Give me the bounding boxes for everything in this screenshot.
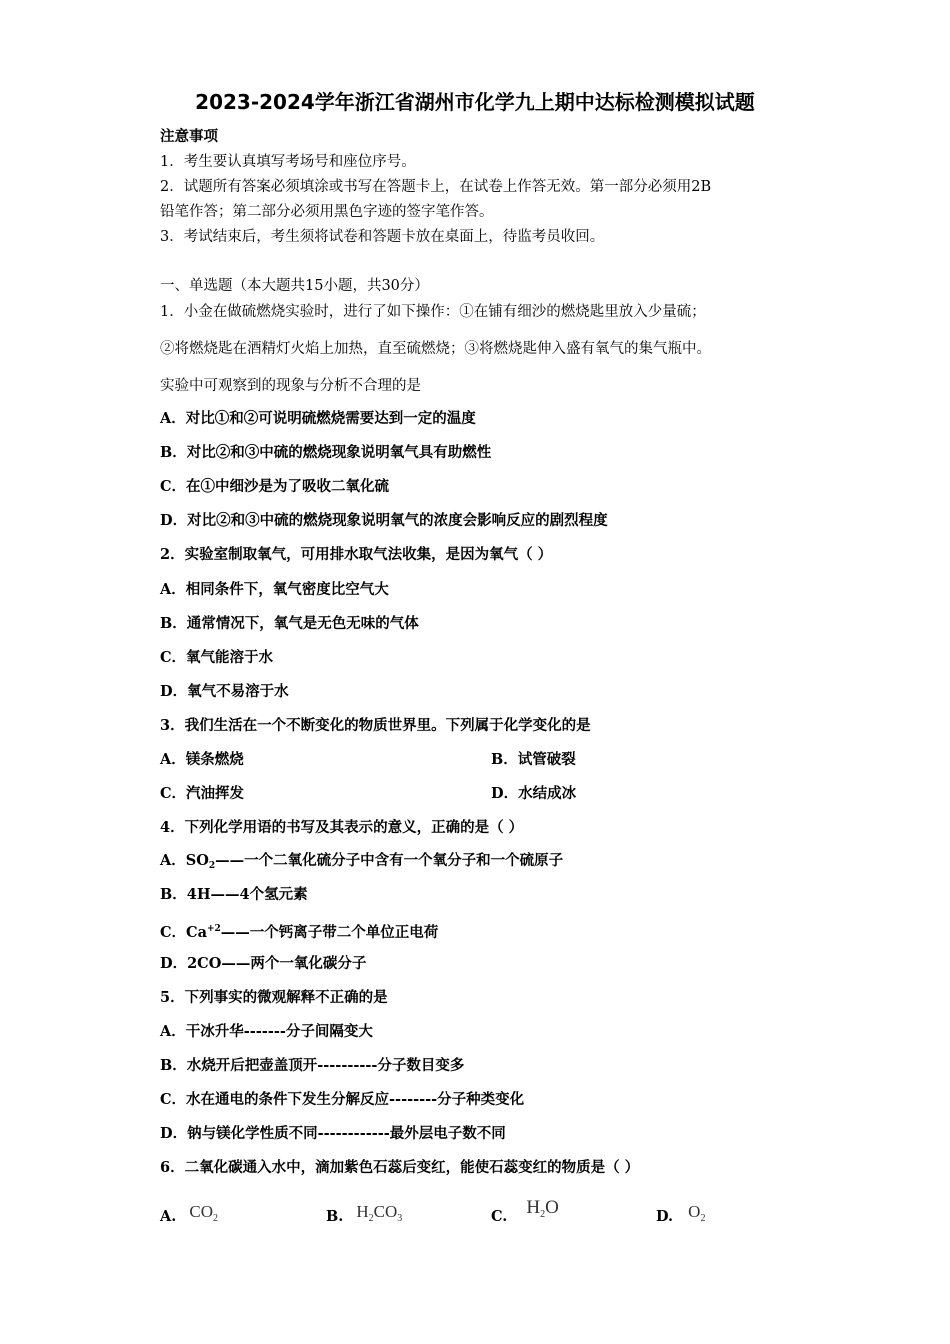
q6-option-d: D. $O_2$	[656, 1202, 706, 1225]
q1-option-b: B．对比②和③中硫的燃烧现象说明氧气具有助燃性	[160, 444, 492, 461]
q6-stem: 6．二氧化碳通入水中，滴加紫色石蕊后变红，能使石蕊变红的物质是（ ）	[160, 1159, 640, 1176]
q4-option-c: C．$Ca^{+2}——$一个钙离子带二个单位正电荷	[160, 924, 439, 941]
q6-option-a: A. $CO_2$	[160, 1202, 218, 1225]
q4-option-a: A．$SO_2——$一个二氧化硫分子中含有一个氧分子和一个硫原子	[160, 852, 564, 871]
q1-option-d: D．对比②和③中硫的燃烧现象说明氧气的浓度会影响反应的剧烈程度	[160, 512, 608, 529]
q2-option-a: A．相同条件下，氧气密度比空气大	[160, 581, 389, 598]
q5-stem: 5．下列事实的微观解释不正确的是	[160, 989, 388, 1006]
q3-option-d: D．水结成冰	[491, 785, 577, 802]
q2-stem: 2．实验室制取氧气，可用排水取气法收集，是因为氧气（ ）	[160, 546, 553, 563]
q3-option-a: A．镁条燃烧	[160, 751, 244, 768]
q1-option-a: A．对比①和②可说明硫燃烧需要达到一定的温度	[160, 410, 476, 427]
q3-option-b: B．试管破裂	[491, 751, 576, 768]
q3-stem: 3．我们生活在一个不断变化的物质世界里。下列属于化学变化的是	[160, 717, 591, 734]
page-title: 2023-2024学年浙江省湖州市化学九上期中达标检测模拟试题	[195, 90, 755, 114]
q6-option-b: B. $H_2CO_3$	[326, 1202, 403, 1225]
section-heading: 一、单选题（本大题共15小题，共30分）	[160, 278, 429, 294]
notice-item: 3．考试结束后，考生须将试卷和答题卡放在桌面上，待监考员收回。	[160, 229, 605, 245]
q2-option-d: D．氧气不易溶于水	[160, 683, 289, 700]
q1-stem: 实验中可观察到的现象与分析不合理的是	[160, 378, 421, 394]
q4-stem: 4．下列化学用语的书写及其表示的意义，正确的是（ ）	[160, 819, 524, 836]
q6-option-c: C. $H_2O$	[491, 1197, 559, 1225]
notice-heading: 注意事项	[160, 128, 218, 145]
q1-option-c: C．在①中细沙是为了吸收二氧化硫	[160, 478, 390, 495]
q5-option-b: B．水烧开后把壶盖顶开----------分子数目变多	[160, 1057, 465, 1074]
q1-stem: ②将燃烧匙在酒精灯火焰上加热，直至硫燃烧；③将燃烧匙伸入盛有氧气的集气瓶中。	[160, 341, 711, 357]
q5-option-a: A．干冰升华-------分子间隔变大	[160, 1023, 373, 1040]
q1-stem: 1．小金在做硫燃烧实验时，进行了如下操作：①在铺有细沙的燃烧匙里放入少量硫；	[160, 304, 706, 320]
q2-option-b: B．通常情况下，氧气是无色无味的气体	[160, 615, 419, 632]
q4-option-b: B．4H——4个氢元素	[160, 886, 308, 903]
q3-option-c: C．汽油挥发	[160, 785, 245, 802]
q5-option-d: D．钠与镁化学性质不同------------最外层电子数不同	[160, 1125, 506, 1142]
notice-item: 1．考生要认真填写考场号和座位序号。	[160, 154, 416, 170]
q2-option-c: C．氧气能溶于水	[160, 649, 274, 666]
notice-item: 铅笔作答；第二部分必须用黑色字迹的签字笔作答。	[160, 204, 494, 220]
q4-option-d: D．2CO——两个一氧化碳分子	[160, 955, 367, 972]
notice-item: 2．试题所有答案必须填涂或书写在答题卡上，在试卷上作答无效。第一部分必须用2B	[160, 179, 712, 195]
q5-option-c: C．水在通电的条件下发生分解反应--------分子种类变化	[160, 1091, 525, 1108]
